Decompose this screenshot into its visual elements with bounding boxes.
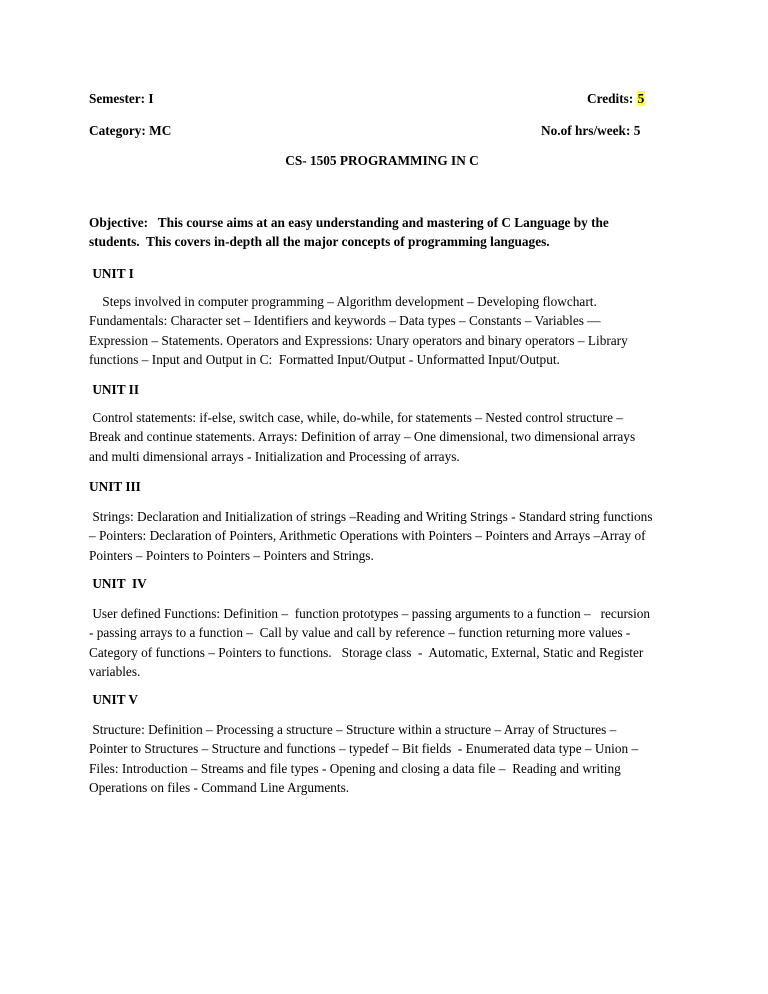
unit-2-body: [89, 408, 679, 466]
unit-3-heading: UNIT III: [89, 479, 141, 494]
unit-5-line: Pointer to Structures – Structure and functions – typedef – Bit fields - Enumerated data type – Union –: [89, 741, 639, 757]
unit-3-line: Pointers – Pointers to Pointers – Pointers and Strings.: [89, 547, 374, 563]
unit-3-body: [89, 507, 679, 565]
unit-2-line: and multi dimensional arrays - Initialization and Processing of arrays.: [89, 448, 460, 464]
objective-line-2: students. This covers in-depth all the major concepts of programming languages.: [89, 234, 550, 249]
credits-value: 5: [637, 91, 645, 106]
unit-5-heading: UNIT V: [89, 692, 139, 707]
unit-1-line: Fundamentals: Character set – Identifiers and keywords – Data types – Constants – Variables —: [89, 313, 601, 329]
hours-label: No.of hrs/week: 5: [541, 123, 641, 138]
semester-row: [89, 90, 661, 108]
unit-4-line: - passing arrays to a function – Call by value and call by reference – function returning more values -: [89, 625, 631, 641]
unit-2-line: Break and continue statements. Arrays: Definition of array – One dimensional, two dimensional arrays: [89, 429, 636, 445]
unit-2-heading: UNIT II: [89, 382, 140, 397]
unit-1-line: functions – Input and Output in C: Formatted Input/Output - Unformatted Input/Output.: [89, 352, 560, 368]
unit-5-line: Files: Introduction – Streams and file types - Opening and closing a data file – Reading and writing: [89, 760, 621, 776]
unit-3-line: Strings: Declaration and Initialization of strings –Reading and Writing Strings - Standard string functions: [89, 509, 653, 524]
category-label: Category: MC: [89, 123, 172, 138]
unit-4-line: Category of functions – Pointers to functions. Storage class - Automatic, External, Static and Register: [89, 644, 644, 660]
course-title: CS- 1505 PROGRAMMING IN C: [285, 153, 479, 168]
unit-5-body: [89, 720, 679, 798]
objective-line-1: Objective: This course aims at an easy understanding and mastering of C Language by the: [89, 215, 609, 230]
unit-3-line: – Pointers: Declaration of Pointers, Arithmetic Operations with Pointers – Pointers and Arrays –Array of: [89, 528, 646, 544]
unit-4-line: User defined Functions: Definition – function prototypes – passing arguments to a function – recursion: [89, 606, 651, 621]
unit-2-line: Control statements: if-else, switch case, while, do-while, for statements – Nested control structure –: [89, 410, 623, 425]
unit-5-line: Structure: Definition – Processing a structure – Structure within a structure – Array of Structures –: [89, 722, 617, 737]
unit-1-line: Expression – Statements. Operators and Expressions: Unary operators and binary operators – Library: [89, 332, 628, 348]
unit-1-line: Steps involved in computer programming – Algorithm development – Developing flowchart.: [89, 294, 597, 309]
unit-1-body: [89, 292, 679, 370]
objective-paragraph: [89, 213, 675, 251]
unit-4-line: variables.: [89, 664, 141, 680]
credits-text: Credits:: [587, 91, 637, 106]
unit-4-body: [89, 604, 679, 682]
category-row: [89, 122, 661, 140]
semester-label: Semester: I: [89, 91, 154, 106]
unit-1-heading: UNIT I: [89, 266, 134, 281]
credits-label: [587, 90, 645, 108]
unit-4-heading: UNIT IV: [89, 576, 147, 591]
unit-5-line: Operations on files - Command Line Arguments.: [89, 780, 350, 796]
